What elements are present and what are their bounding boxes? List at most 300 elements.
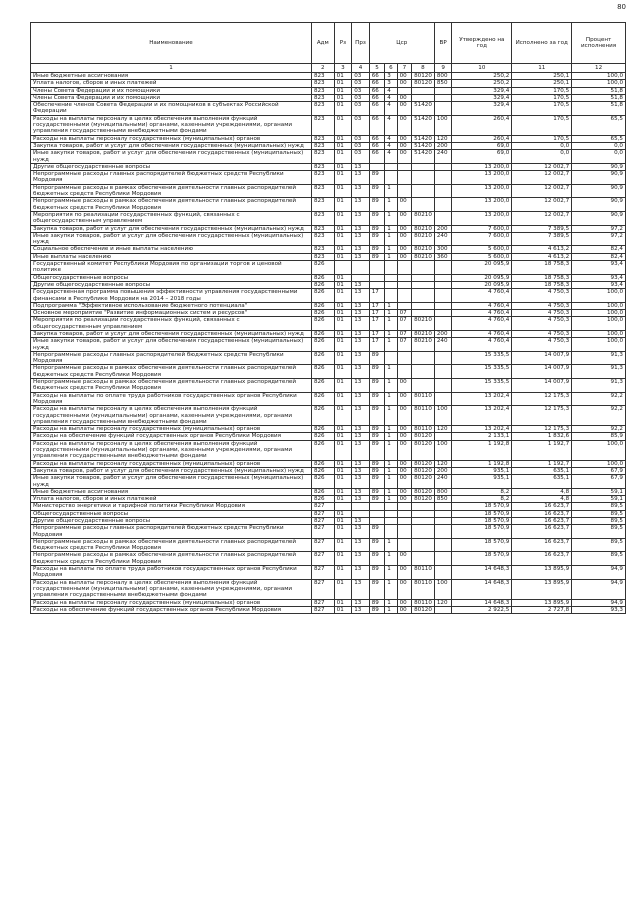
cell-rz: 01 <box>334 135 352 142</box>
cell-csr-3 <box>397 274 411 281</box>
table-row <box>31 184 626 198</box>
cell-prz: 13 <box>352 338 370 352</box>
cell-csr-4 <box>412 274 435 281</box>
cell-name: Иные закупки товаров, работ и услуг для обеспечения государственных (муниципальных) нужд <box>31 232 312 246</box>
cell-name: Основное мероприятие "Развитие информационных систем и ресурсов" <box>31 310 312 317</box>
cell-csr-2: 1 <box>385 538 397 552</box>
cell-csr-1 <box>369 261 384 275</box>
header-rz: Рз <box>334 23 352 64</box>
cell-csr-4: 80110 <box>412 599 435 606</box>
cell-approved: 260,4 <box>452 115 512 135</box>
cell-approved: 15 335,5 <box>452 365 512 379</box>
cell-executed: 16 623,7 <box>512 525 572 539</box>
cell-prz: 13 <box>352 171 370 185</box>
cell-percent: 89,5 <box>572 552 626 566</box>
cell-adm: 823 <box>311 246 334 253</box>
cell-rz: 01 <box>334 302 352 309</box>
cell-rz: 01 <box>334 246 352 253</box>
cell-vr <box>434 379 452 393</box>
cell-percent: 59,1 <box>572 488 626 495</box>
column-index: 9 <box>434 64 452 73</box>
header-executed: Исполнено за год <box>512 23 572 64</box>
cell-csr-4: 51420 <box>412 115 435 135</box>
cell-prz: 03 <box>352 73 370 80</box>
cell-rz: 01 <box>334 406 352 426</box>
cell-name: Расходы на выплаты по оплате труда работников государственных органов Республики Мордовия <box>31 566 312 580</box>
cell-adm: 823 <box>311 94 334 101</box>
cell-prz: 03 <box>352 135 370 142</box>
cell-csr-2: 4 <box>385 94 397 101</box>
cell-csr-3: 00 <box>397 392 411 406</box>
cell-percent: 90,9 <box>572 171 626 185</box>
cell-name: Подпрограмма "Эффективное использование бюджетного потенциала" <box>31 302 312 309</box>
cell-percent: 85,9 <box>572 433 626 440</box>
cell-adm: 823 <box>311 73 334 80</box>
cell-executed: 7 389,5 <box>512 225 572 232</box>
cell-percent: 89,5 <box>572 538 626 552</box>
cell-csr-3 <box>397 171 411 185</box>
cell-executed: 16 623,7 <box>512 503 572 510</box>
cell-approved: 15 335,5 <box>452 379 512 393</box>
cell-name: Расходы на выплаты персоналу государственных (муниципальных) органов <box>31 135 312 142</box>
cell-prz: 13 <box>352 552 370 566</box>
cell-approved: 7 600,0 <box>452 232 512 246</box>
cell-prz: 03 <box>352 80 370 87</box>
cell-csr-1: 66 <box>369 87 384 94</box>
cell-executed: 12 175,3 <box>512 426 572 433</box>
cell-csr-3 <box>397 87 411 94</box>
cell-rz: 01 <box>334 496 352 503</box>
cell-adm: 826 <box>311 289 334 303</box>
table-row <box>31 579 626 599</box>
cell-approved: 14 648,3 <box>452 579 512 599</box>
cell-prz: 13 <box>352 426 370 433</box>
table-row <box>31 253 626 260</box>
cell-adm: 826 <box>311 406 334 426</box>
cell-csr-2: 1 <box>385 302 397 309</box>
cell-vr <box>434 538 452 552</box>
table-row <box>31 102 626 116</box>
cell-executed: 12 002,7 <box>512 163 572 170</box>
cell-csr-4 <box>412 289 435 303</box>
cell-adm: 823 <box>311 80 334 87</box>
cell-csr-2 <box>385 503 397 510</box>
cell-csr-4 <box>412 184 435 198</box>
cell-prz: 13 <box>352 232 370 246</box>
cell-csr-1: 89 <box>369 552 384 566</box>
table-row <box>31 261 626 275</box>
cell-prz: 13 <box>352 198 370 212</box>
table-row <box>31 310 626 317</box>
header-percent: Процент исполнения <box>572 23 626 64</box>
cell-adm: 826 <box>311 467 334 474</box>
table-row <box>31 232 626 246</box>
cell-csr-4 <box>412 365 435 379</box>
cell-csr-3 <box>397 365 411 379</box>
cell-adm: 826 <box>311 330 334 337</box>
cell-vr <box>434 392 452 406</box>
cell-rz: 01 <box>334 253 352 260</box>
cell-name: Члены Совета Федерации и их помощники <box>31 87 312 94</box>
cell-executed: 16 623,7 <box>512 518 572 525</box>
cell-executed: 4 750,3 <box>512 310 572 317</box>
cell-executed: 7 389,5 <box>512 232 572 246</box>
table-row <box>31 510 626 517</box>
cell-csr-2: 1 <box>385 392 397 406</box>
cell-csr-4 <box>412 503 435 510</box>
cell-approved: 935,1 <box>452 467 512 474</box>
cell-adm: 823 <box>311 184 334 198</box>
cell-vr: 100 <box>434 440 452 460</box>
cell-vr: 800 <box>434 488 452 495</box>
table-row <box>31 317 626 331</box>
cell-vr <box>434 552 452 566</box>
cell-rz: 01 <box>334 184 352 198</box>
cell-csr-4 <box>412 310 435 317</box>
cell-csr-2: 1 <box>385 433 397 440</box>
cell-name: Закупка товаров, работ и услуг для обеспечения государственных (муниципальных) нужд <box>31 330 312 337</box>
cell-csr-2 <box>385 274 397 281</box>
cell-csr-2 <box>385 525 397 539</box>
cell-adm: 826 <box>311 460 334 467</box>
cell-adm: 826 <box>311 310 334 317</box>
cell-csr-3: 00 <box>397 488 411 495</box>
cell-vr <box>434 87 452 94</box>
cell-percent: 93,4 <box>572 261 626 275</box>
table-row <box>31 171 626 185</box>
cell-csr-3: 00 <box>397 198 411 212</box>
cell-percent: 92,2 <box>572 406 626 426</box>
cell-csr-2: 1 <box>385 338 397 352</box>
cell-prz: 13 <box>352 246 370 253</box>
cell-vr: 240 <box>434 475 452 489</box>
cell-approved: 13 200,0 <box>452 171 512 185</box>
cell-vr: 120 <box>434 460 452 467</box>
cell-csr-4: 80110 <box>412 406 435 426</box>
cell-vr: 200 <box>434 225 452 232</box>
cell-rz: 01 <box>334 525 352 539</box>
cell-vr <box>434 351 452 365</box>
cell-executed: 14 007,9 <box>512 351 572 365</box>
cell-prz: 13 <box>352 606 370 613</box>
table-row <box>31 392 626 406</box>
column-index: 11 <box>512 64 572 73</box>
cell-csr-1: 89 <box>369 460 384 467</box>
table-row <box>31 142 626 149</box>
cell-csr-4: 80120 <box>412 440 435 460</box>
cell-vr: 850 <box>434 80 452 87</box>
cell-vr <box>434 566 452 580</box>
cell-rz: 01 <box>334 440 352 460</box>
cell-csr-1 <box>369 274 384 281</box>
cell-csr-3: 00 <box>397 426 411 433</box>
column-index-row <box>31 64 626 73</box>
cell-csr-3 <box>397 302 411 309</box>
cell-approved: 18 570,9 <box>452 525 512 539</box>
cell-name: Иные закупки товаров, работ и услуг для обеспечения государственных (муниципальных) нужд <box>31 338 312 352</box>
cell-csr-1: 66 <box>369 115 384 135</box>
column-index: 5 <box>369 64 384 73</box>
cell-vr <box>434 289 452 303</box>
table-row <box>31 475 626 489</box>
cell-rz: 01 <box>334 606 352 613</box>
cell-rz: 01 <box>334 73 352 80</box>
cell-adm: 826 <box>311 281 334 288</box>
table-row <box>31 274 626 281</box>
cell-csr-2: 1 <box>385 475 397 489</box>
cell-prz: 13 <box>352 365 370 379</box>
cell-csr-2: 1 <box>385 211 397 225</box>
cell-rz <box>334 503 352 510</box>
table-row <box>31 566 626 580</box>
cell-csr-4 <box>412 351 435 365</box>
cell-percent: 51,8 <box>572 87 626 94</box>
cell-executed: 4 750,3 <box>512 317 572 331</box>
cell-csr-1: 66 <box>369 150 384 164</box>
cell-csr-1: 89 <box>369 211 384 225</box>
cell-adm: 827 <box>311 599 334 606</box>
cell-rz: 01 <box>334 225 352 232</box>
cell-csr-3 <box>397 525 411 539</box>
cell-prz: 03 <box>352 115 370 135</box>
cell-percent: 0,0 <box>572 142 626 149</box>
cell-executed: 16 623,7 <box>512 552 572 566</box>
cell-prz: 13 <box>352 488 370 495</box>
cell-vr <box>434 184 452 198</box>
budget-execution-table <box>30 22 626 614</box>
cell-csr-2: 1 <box>385 566 397 580</box>
cell-csr-3: 00 <box>397 496 411 503</box>
cell-vr <box>434 102 452 116</box>
cell-name: Социальное обеспечение и иные выплаты населению <box>31 246 312 253</box>
cell-csr-1: 89 <box>369 599 384 606</box>
cell-name: Непрограммные расходы главных распорядителей бюджетных средств Республики Мордовия <box>31 525 312 539</box>
cell-executed: 13 895,9 <box>512 599 572 606</box>
cell-adm: 823 <box>311 225 334 232</box>
cell-csr-2: 1 <box>385 184 397 198</box>
cell-vr: 800 <box>434 73 452 80</box>
cell-rz: 01 <box>334 87 352 94</box>
cell-adm: 823 <box>311 142 334 149</box>
header-csr: Цср <box>369 23 434 64</box>
cell-csr-4 <box>412 538 435 552</box>
cell-prz: 13 <box>352 289 370 303</box>
cell-csr-3: 07 <box>397 317 411 331</box>
cell-rz: 01 <box>334 274 352 281</box>
cell-rz: 01 <box>334 317 352 331</box>
cell-approved: 2 922,5 <box>452 606 512 613</box>
cell-approved: 14 648,3 <box>452 599 512 606</box>
cell-csr-3: 00 <box>397 433 411 440</box>
table-row <box>31 211 626 225</box>
cell-approved: 4 760,4 <box>452 317 512 331</box>
cell-approved: 18 570,9 <box>452 538 512 552</box>
cell-approved: 13 202,4 <box>452 406 512 426</box>
cell-csr-4 <box>412 518 435 525</box>
cell-csr-2: 1 <box>385 253 397 260</box>
cell-prz: 13 <box>352 518 370 525</box>
cell-csr-4 <box>412 87 435 94</box>
cell-csr-3: 00 <box>397 150 411 164</box>
cell-executed: 4 750,3 <box>512 289 572 303</box>
cell-prz: 13 <box>352 496 370 503</box>
table-row <box>31 552 626 566</box>
cell-approved: 8,2 <box>452 496 512 503</box>
cell-executed: 170,5 <box>512 135 572 142</box>
cell-csr-1: 89 <box>369 184 384 198</box>
cell-csr-3 <box>397 503 411 510</box>
cell-executed: 18 758,3 <box>512 261 572 275</box>
cell-csr-2: 1 <box>385 579 397 599</box>
cell-adm: 826 <box>311 379 334 393</box>
cell-approved: 18 570,9 <box>452 518 512 525</box>
cell-csr-1: 89 <box>369 475 384 489</box>
cell-percent: 92,2 <box>572 426 626 433</box>
cell-csr-4: 80210 <box>412 253 435 260</box>
cell-csr-3 <box>397 261 411 275</box>
cell-rz: 01 <box>334 467 352 474</box>
cell-csr-1 <box>369 163 384 170</box>
cell-csr-3: 00 <box>397 135 411 142</box>
cell-percent: 59,1 <box>572 496 626 503</box>
cell-csr-2 <box>385 518 397 525</box>
cell-percent: 100,0 <box>572 289 626 303</box>
cell-csr-4: 80210 <box>412 330 435 337</box>
cell-csr-1: 17 <box>369 310 384 317</box>
cell-csr-4: 80120 <box>412 606 435 613</box>
cell-executed: 18 758,3 <box>512 274 572 281</box>
cell-vr: 120 <box>434 135 452 142</box>
cell-csr-3: 00 <box>397 73 411 80</box>
cell-executed: 13 895,9 <box>512 566 572 580</box>
cell-rz: 01 <box>334 330 352 337</box>
table-row <box>31 302 626 309</box>
cell-executed: 170,5 <box>512 115 572 135</box>
cell-csr-2 <box>385 261 397 275</box>
cell-csr-2: 1 <box>385 317 397 331</box>
cell-csr-1: 17 <box>369 317 384 331</box>
cell-percent: 100,0 <box>572 302 626 309</box>
cell-csr-3: 00 <box>397 232 411 246</box>
table-row <box>31 538 626 552</box>
table-row <box>31 73 626 80</box>
cell-percent: 100,0 <box>572 80 626 87</box>
cell-csr-3 <box>397 163 411 170</box>
cell-adm: 826 <box>311 426 334 433</box>
cell-csr-4 <box>412 171 435 185</box>
cell-approved: 260,4 <box>452 135 512 142</box>
column-index: 6 <box>385 64 397 73</box>
cell-percent: 97,2 <box>572 225 626 232</box>
cell-vr: 120 <box>434 426 452 433</box>
cell-adm: 826 <box>311 440 334 460</box>
cell-vr <box>434 261 452 275</box>
cell-approved: 18 570,9 <box>452 510 512 517</box>
cell-prz: 13 <box>352 253 370 260</box>
cell-percent: 100,0 <box>572 317 626 331</box>
cell-vr <box>434 503 452 510</box>
cell-csr-1: 89 <box>369 440 384 460</box>
cell-csr-4: 80120 <box>412 496 435 503</box>
cell-csr-3: 00 <box>397 599 411 606</box>
cell-rz: 01 <box>334 379 352 393</box>
cell-executed: 1 192,7 <box>512 460 572 467</box>
cell-rz: 01 <box>334 538 352 552</box>
header-prz: Прз <box>352 23 370 64</box>
cell-name: Непрограммные расходы в рамках обеспечения деятельности главных распорядителей бюджетных средств Республики Мордовия <box>31 552 312 566</box>
cell-executed: 4 750,3 <box>512 330 572 337</box>
cell-name: Иные бюджетные ассигнования <box>31 488 312 495</box>
cell-name: Министерство энергетики и тарифной политики Республики Мордовия <box>31 503 312 510</box>
cell-csr-1: 66 <box>369 94 384 101</box>
cell-csr-2 <box>385 171 397 185</box>
cell-percent: 91,3 <box>572 351 626 365</box>
cell-prz: 03 <box>352 87 370 94</box>
cell-csr-4: 80120 <box>412 475 435 489</box>
cell-approved: 329,4 <box>452 94 512 101</box>
cell-approved: 4 760,4 <box>452 330 512 337</box>
cell-adm: 823 <box>311 232 334 246</box>
cell-vr: 100 <box>434 115 452 135</box>
cell-name: Расходы на выплаты персоналу в целях обеспечения выполнения функций государственными (муниципальными) органами, казенными учреждениями, органами управления государственными внебюджетными фондами <box>31 440 312 460</box>
table-row <box>31 225 626 232</box>
cell-vr <box>434 606 452 613</box>
cell-adm: 823 <box>311 87 334 94</box>
cell-csr-1: 89 <box>369 538 384 552</box>
cell-adm: 826 <box>311 496 334 503</box>
cell-rz: 01 <box>334 338 352 352</box>
cell-executed: 12 002,7 <box>512 184 572 198</box>
cell-prz: 13 <box>352 317 370 331</box>
cell-percent: 67,9 <box>572 467 626 474</box>
cell-approved: 329,4 <box>452 87 512 94</box>
cell-prz: 13 <box>352 475 370 489</box>
table-row <box>31 518 626 525</box>
cell-csr-1: 89 <box>369 351 384 365</box>
cell-csr-1 <box>369 510 384 517</box>
cell-approved: 2 133,1 <box>452 433 512 440</box>
cell-rz: 01 <box>334 599 352 606</box>
cell-name: Непрограммные расходы в рамках обеспечения деятельности главных распорядителей бюджетных средств Республики Мордовия <box>31 538 312 552</box>
cell-csr-2: 1 <box>385 426 397 433</box>
cell-prz <box>352 261 370 275</box>
cell-csr-4: 80210 <box>412 211 435 225</box>
cell-approved: 935,1 <box>452 475 512 489</box>
table-row <box>31 330 626 337</box>
cell-csr-3: 00 <box>397 246 411 253</box>
column-index: 10 <box>452 64 512 73</box>
cell-percent: 51,8 <box>572 94 626 101</box>
cell-prz: 13 <box>352 566 370 580</box>
cell-csr-2: 1 <box>385 440 397 460</box>
cell-csr-3: 00 <box>397 94 411 101</box>
cell-executed: 4,8 <box>512 496 572 503</box>
cell-percent: 89,5 <box>572 503 626 510</box>
table-row <box>31 338 626 352</box>
cell-vr <box>434 198 452 212</box>
cell-adm: 827 <box>311 503 334 510</box>
cell-executed: 13 895,9 <box>512 579 572 599</box>
cell-rz: 01 <box>334 433 352 440</box>
table-row <box>31 115 626 135</box>
cell-executed: 4,8 <box>512 488 572 495</box>
cell-csr-4: 80210 <box>412 232 435 246</box>
cell-csr-2: 1 <box>385 460 397 467</box>
cell-adm: 826 <box>311 365 334 379</box>
cell-name: Расходы на выплаты персоналу государственных (муниципальных) органов <box>31 460 312 467</box>
cell-prz: 03 <box>352 150 370 164</box>
cell-csr-1: 89 <box>369 433 384 440</box>
